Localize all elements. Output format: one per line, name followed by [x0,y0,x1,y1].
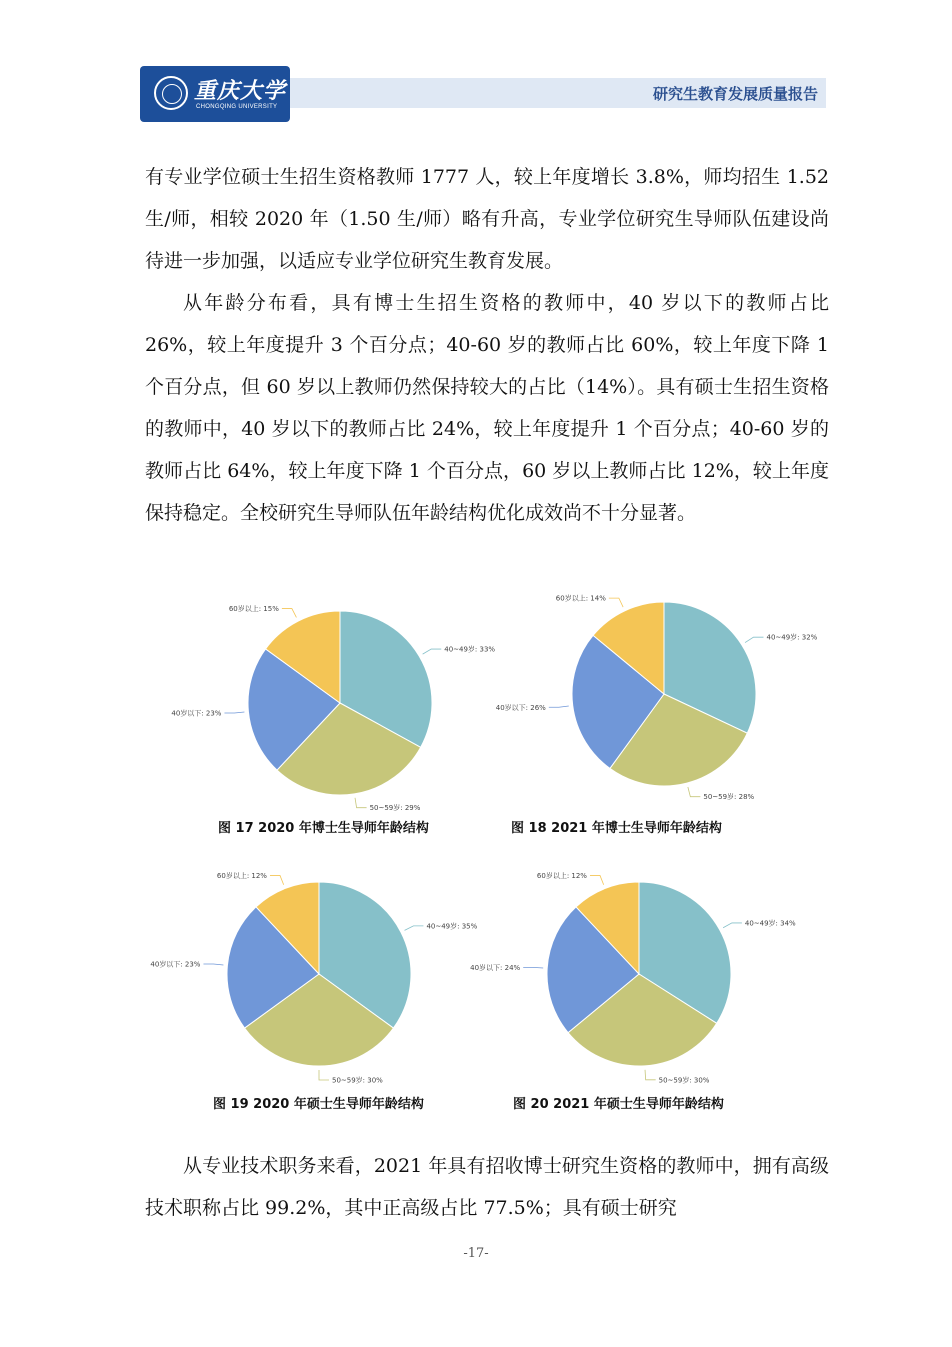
report-title: 研究生教育发展质量报告 [652,85,818,103]
slice-label-3: 60岁以上: 12% [536,871,587,880]
slice-label-3: 60岁以上: 14% [555,594,606,603]
slice-label-1: 50~59岁: 29% [369,804,421,813]
slice-label-3: 60岁以上: 12% [216,871,267,880]
slice-label-1: 50~59岁: 30% [658,1076,710,1085]
pie-svg-2 [494,590,824,810]
label-leader-2 [523,967,543,968]
pie-chart-3 [150,866,490,1086]
university-logo [140,66,290,122]
label-leader-2 [224,712,244,713]
figure-caption-17: 图 17 2020 年博士生导师年龄结构 [218,821,429,836]
figure-caption-18: 图 18 2021 年博士生导师年龄结构 [511,821,722,836]
pie-chart-1 [170,590,500,813]
page-header [140,64,826,124]
label-leader-3 [590,875,604,884]
slice-label-1: 50~59岁: 28% [703,793,755,802]
label-leader-1 [688,787,700,797]
paragraph-2: 从年龄分布看，具有博士生招生资格的教师中，40 岁以下的教师占比 26%，较上年度提升 3 个百分点；40-60 岁的教师占比 60%，较上年度下降 1 个百分点，但 60 岁以上教师仍然保持较大的占比（14%）。具有硕士生招生资格的教师中，40 岁以下的教师占比 24%，较上年度提升 1 个百分点；40-60 岁的教师占比 64%，较上年度下降 1 个百分点，60 岁以上教师占比 12%，较上年度保持稳定。全校研究生导师队伍年龄结构优化成效尚不十分显著。 [145,292,829,524]
pie-chart-2 [494,590,824,810]
slice-label-1: 50~59岁: 30% [332,1076,383,1085]
pie-chart-4 [470,866,810,1086]
slice-label-0: 40~49岁: 33% [444,645,496,654]
label-leader-3 [282,609,297,618]
label-leader-1 [645,1070,656,1080]
slice-label-2: 40岁以下: 23% [171,709,222,718]
pie-svg-3 [150,866,490,1086]
label-leader-0 [423,649,442,654]
pie-svg-4 [470,866,810,1086]
seal-icon [154,76,188,110]
label-leader-0 [405,926,424,931]
slice-label-0: 40~49岁: 32% [766,633,818,642]
label-leader-0 [723,923,742,928]
label-leader-2 [203,964,223,965]
label-leader-1 [355,798,367,808]
logo-subtitle: CHONGQING UNIVERSITY [196,104,278,110]
label-leader-3 [270,875,284,884]
slice-label-2: 40岁以下: 24% [470,963,521,972]
slice-label-2: 40岁以下: 23% [150,960,201,969]
slice-label-3: 60岁以上: 15% [228,605,279,614]
label-leader-0 [745,637,763,642]
page-number: -17- [463,1246,489,1261]
pie-svg-1 [170,590,500,813]
slice-label-0: 40~49岁: 35% [426,922,478,931]
paragraph-3: 从专业技术职务来看，2021 年具有招收博士研究生资格的教师中，拥有高级技术职称占比 99.2%，其中正高级占比 77.5%；具有硕士研究 [145,1155,829,1219]
logo-name: 重庆大学 [194,78,287,104]
paragraph-1: 有专业学位硕士生招生资格教师 1777 人，较上年度增长 3.8%，师均招生 1.52 生/师，相较 2020 年（1.50 生/师）略有升高，专业学位研究生导师队伍建设尚待进一步加强，以适应专业学位研究生教育发展。 [145,166,829,272]
label-leader-2 [549,706,569,707]
figure-caption-19: 图 19 2020 年硕士生导师年龄结构 [213,1097,424,1112]
figure-caption-20: 图 20 2021 年硕士生导师年龄结构 [513,1097,724,1112]
label-leader-1 [319,1070,329,1080]
label-leader-3 [609,598,623,607]
slice-label-0: 40~49岁: 34% [744,919,796,928]
slice-label-2: 40岁以下: 26% [495,703,546,712]
